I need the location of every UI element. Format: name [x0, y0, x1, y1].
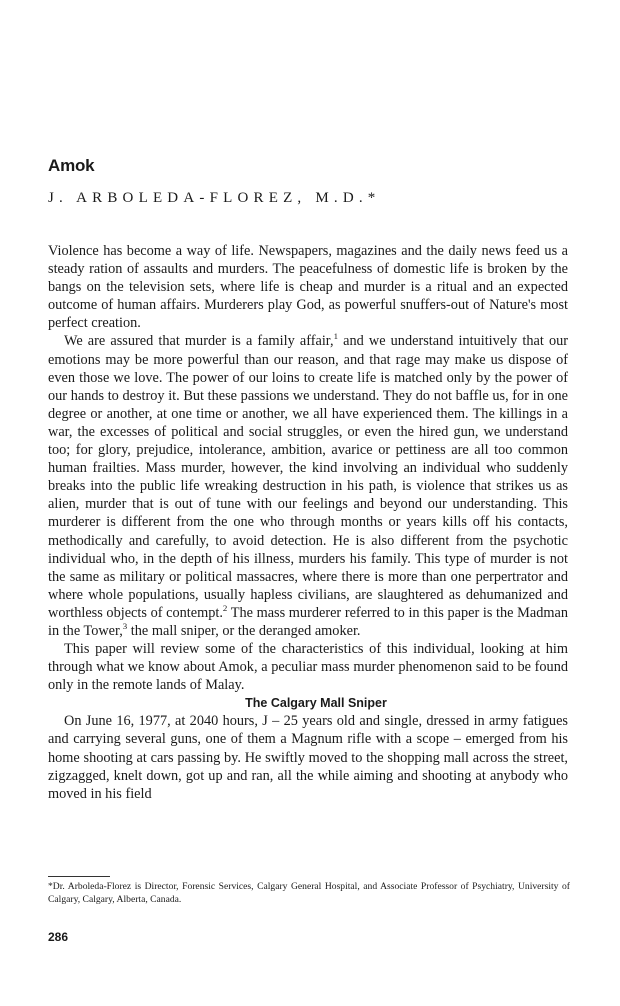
footnote-ref-3: 3 — [122, 621, 128, 632]
paragraph-2-part-a: We are assured that murder is a family affair, — [64, 333, 334, 350]
paragraph-2-part-d: the mall sniper, or the deranged amoker. — [127, 622, 361, 639]
article-title: Amok — [48, 156, 95, 175]
page-number: 286 — [48, 930, 69, 944]
article-body — [48, 242, 568, 803]
paragraph-2 — [48, 332, 568, 640]
footnote-ref-2: 2 — [222, 603, 228, 614]
paragraph-1: Violence has become a way of life. Newspapers, magazines and the daily news feed us a steady ration of assaults and murders. The peacefulness of domestic life is broken by the bangs on the television sets, where life is cheap and murder is a ritual and an expected outcome of human affairs. Murderers play God, as powerful snuffers-out of Nature's most perfect creation. — [48, 243, 568, 332]
paragraph-4: On June 16, 1977, at 2040 hours, J – 25 years old and single, dressed in army fatigues and carrying several guns, one of them a Magnum rifle with a scope – emerged from his home shooting at cars passing by. He swiftly moved to the shopping mall across the street, zigzagged, knelt down, got up and ran, all the while aiming and shooting at anybody who moved in his field — [48, 713, 568, 802]
section-heading: The Calgary Mall Sniper — [245, 696, 387, 711]
author-footnote: *Dr. Arboleda-Florez is Director, Forensic Services, Calgary General Hospital, and Associate Professor of Psychiatry, University of Calgary, Calgary, Alberta, Canada. — [48, 881, 570, 905]
footnote-ref-1: 1 — [333, 331, 338, 342]
paragraph-3: This paper will review some of the characteristics of this individual, looking at him through what we know about Amok, a peculiar mass murder phenomenon said to be found only in the remote lands of Malay. — [48, 641, 568, 694]
footnote-divider — [48, 876, 110, 877]
paragraph-2-part-b: and we understand intuitively that our emotions may be more powerful than our reason, and that rage may make us dispose of even those we love. The power of our loins to create life is matched only by the power of our hands to destroy it. But these passions we understand. They do not baffle us, for in one degree or another, at one time or another, we all have experienced them. The killings in a war, the excesses of political and social struggles, or even the hired gun, we understand too; for glory, prejudice, intolerance, ambition, avarice or pettiness are all too common human frailties. Mass murder, however, the kind involving an individual who suddenly breaks into the public life wreaking destruction in his path, is violence that strikes us as alien, murder that is out of tune with our feelings and beyond our understanding. This murderer is different from the one who through months or years kills off his contacts, methodically and carefully, to avoid detection. He is also different from the psychotic individual who, in the depth of his illness, murders his family. This type of murder is not the same as military or political massacres, where there is more than one perpertrator and where whole populations, usually hapless civilians, are slaughtered as dehumanized and worthless objects of contempt. — [48, 333, 568, 621]
paragraph-2-part-c: The mass murderer referred to in this paper is the Madman in the Tower, — [48, 604, 568, 639]
article-author: J. ARBOLEDA-FLOREZ, M.D.* — [48, 190, 381, 206]
